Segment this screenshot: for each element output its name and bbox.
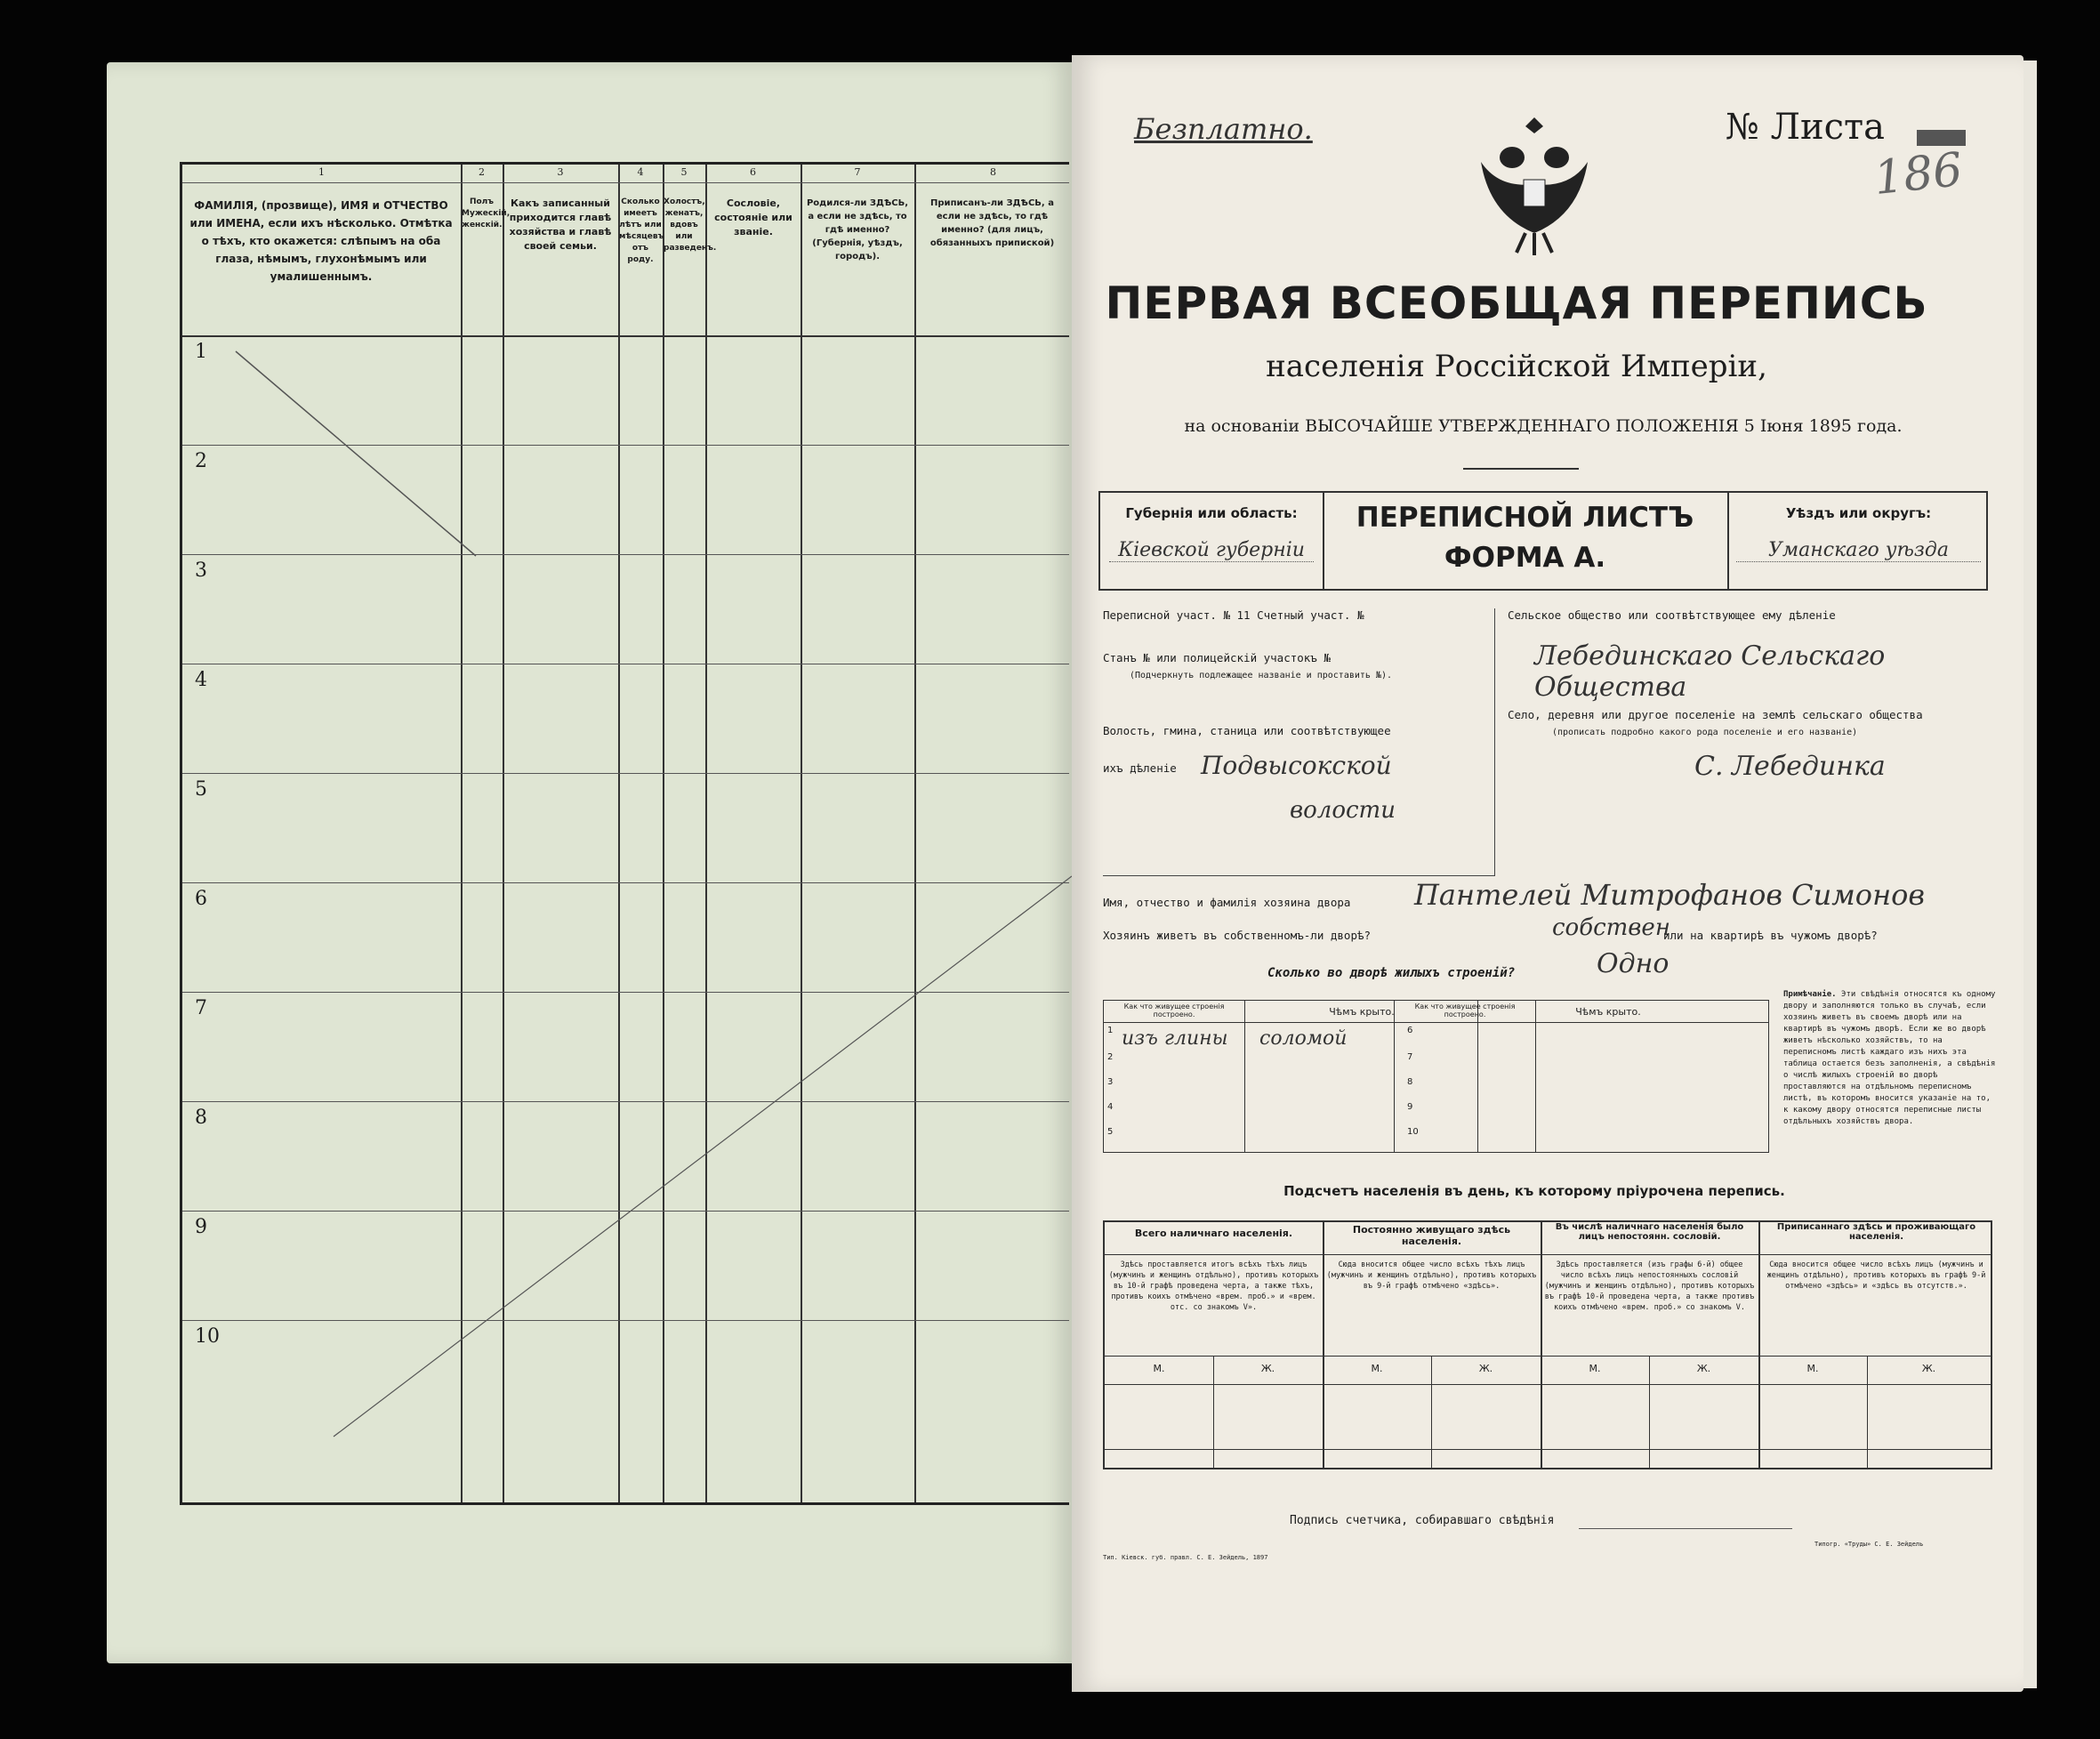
row-number: 9	[195, 1216, 207, 1238]
col-divider	[1758, 1222, 1760, 1468]
col-number: 3	[557, 166, 564, 178]
row-number: 2	[195, 450, 207, 472]
owner-value: Пантелей Митрофанов Симонов	[1414, 878, 1926, 912]
gubernia-label: Губернія или область:	[1125, 505, 1298, 521]
pencil-strike-lines	[182, 165, 1072, 1508]
sheet-number-label: № Листа	[1726, 107, 1885, 148]
building-row-number: 9	[1407, 1102, 1413, 1112]
row-number: 6	[195, 888, 207, 910]
female-label: Ж.	[1921, 1363, 1936, 1374]
owner-label: Имя, отчество и фамилія хозяина двора	[1103, 896, 1351, 909]
count-header: Въ числѣ наличнаго населенія было лицъ непостоянн. сословій.	[1555, 1222, 1744, 1242]
volost-label: Волость, гмина, станица или соотвѣтствующее	[1103, 724, 1391, 737]
col-header-estate: Сословіе, состояніе или званіе.	[714, 197, 793, 238]
count-note: Здѣсь проставляется итогъ всѣхъ тѣхъ лицъ (мужчинъ и женщинъ отдѣльно), противъ которыхъ въ 10-й графѣ проведена черта, а также тѣхъ, противъ коихъ отмѣчено «врем. проб.» и «врем. отс. со знакомъ V».	[1108, 1260, 1319, 1312]
col-header-sex: Полъ Мужескій, женскій.	[462, 197, 511, 229]
left-page	[107, 62, 1072, 1663]
sheet-type: ПЕРЕПИСНОЙ ЛИСТЪ	[1356, 502, 1694, 534]
count-note: Сюда вносится общее число всѣхъ лицъ (мужчинъ и женщинъ отдѣльно), противъ которыхъ въ графѣ 9-й отмѣчено «здѣсь» и «здѣсь въ отсутств.».	[1766, 1260, 1986, 1291]
stan-line: Станъ № или полицейскій участокъ №	[1103, 651, 1331, 664]
building-row-number: 8	[1407, 1077, 1413, 1087]
col-header-birthplace: Родился-ли ЗДѢСЬ, а если не здѣсь, то гдѣ именно? (Губернія, уѣздъ, городъ).	[806, 198, 909, 262]
location-info-block	[1103, 608, 1495, 876]
col-number: 7	[854, 166, 861, 178]
building-row-number: 4	[1107, 1102, 1114, 1112]
row-line	[1105, 1384, 1991, 1385]
building-row-number: 2	[1107, 1052, 1114, 1062]
col-divider	[1535, 1001, 1536, 1152]
col-header-relation: Какъ записанный приходится главѣ хозяйства и главѣ своей семьи.	[509, 197, 612, 252]
census-title: ПЕРВАЯ ВСЕОБЩАЯ ПЕРЕПИСЬ	[1105, 278, 1928, 329]
count-header: Постоянно живущаго здѣсь населенія.	[1352, 1224, 1511, 1247]
count-note: Здѣсь проставляется (изъ графы 6-й) общее число всѣхъ лицъ непостоянныхъ сословій (мужчинъ и женщинъ отдѣльно), противъ которыхъ въ графѣ 10-й проведена черта, а также противъ коихъ отмѣчено «врем. проб.» со знакомъ V.	[1544, 1260, 1755, 1312]
printer-left: Тип. Кіевск. губ. правл. С. Е. Зейдель, 1897	[1103, 1554, 1268, 1561]
male-label: М.	[1153, 1363, 1165, 1374]
buildings-table-right	[1394, 1000, 1769, 1153]
col-number: 1	[318, 166, 325, 178]
volost-value: Подвысокской	[1201, 751, 1392, 780]
count-header: Приписаннаго здѣсь и проживающаго населенія.	[1776, 1222, 1976, 1242]
building-row-number: 5	[1107, 1127, 1114, 1137]
building-row-number: 10	[1407, 1127, 1419, 1137]
stan-note: (Подчеркнуть подлежащее названіе и проставить №).	[1130, 671, 1393, 680]
lives-label-2: или на квартирѣ въ чужомъ дворѣ?	[1663, 929, 1878, 942]
col-header-registration: Приписанъ-ли ЗДѢСЬ, а если не здѣсь, то гдѣ именно? (для лицъ, обязанныхъ припиской)	[929, 198, 1055, 248]
census-section: Переписной участ. № 11 Счетный участ. №	[1103, 608, 1364, 622]
col-number: 2	[479, 166, 485, 178]
buildings-col-header: Как что живущее строенія построено.	[1123, 1002, 1225, 1018]
building-row-number: 1	[1107, 1026, 1114, 1035]
count-header: Всего наличнаго населенія.	[1134, 1228, 1293, 1239]
female-label: Ж.	[1260, 1363, 1275, 1374]
row-line	[1105, 1356, 1991, 1357]
col-number: 6	[750, 166, 756, 178]
uezd-label: Уѣздъ или округъ:	[1785, 505, 1932, 521]
row-number: 5	[195, 778, 207, 801]
col-divider	[1244, 1001, 1245, 1152]
male-label: М.	[1806, 1363, 1819, 1374]
col-divider	[1541, 1222, 1542, 1468]
right-page	[1072, 55, 2024, 1692]
society-info-block	[1508, 608, 1997, 875]
buildings-col-header: Чѣмъ крыто.	[1575, 1006, 1641, 1018]
building-row-number: 3	[1107, 1077, 1114, 1087]
village-note: (прописать подробно какого рода поселеніе и его названіе)	[1552, 728, 1858, 737]
lives-value: собствен	[1552, 914, 1670, 941]
form-header-box	[1098, 491, 1988, 591]
col-number: 5	[680, 166, 688, 178]
gubernia-value: Кіевской губерніи	[1109, 539, 1314, 562]
buildings-label: Сколько во дворѣ жилыхъ строеній?	[1267, 966, 1516, 980]
building-1-roof: соломой	[1259, 1027, 1348, 1050]
village-label: Село, деревня или другое поселеніе на землѣ сельскаго общества	[1508, 708, 1923, 721]
col-number: 4	[637, 166, 644, 178]
female-label: Ж.	[1696, 1363, 1711, 1374]
row-line	[1105, 1449, 1991, 1450]
col-header-name: ФАМИЛІЯ, (прозвище), ИМЯ и ОТЧЕСТВО или ИМЕНА, если ихъ нѣсколько. Отмѣтка о тѣхъ, кто окажется: слѣпымъ на оба глаза, нѣмымъ, глухонѣмымъ или умалишеннымъ.	[189, 199, 453, 283]
row-number: 10	[195, 1325, 220, 1348]
buildings-value: Одно	[1597, 948, 1670, 979]
count-note: Сюда вносится общее число всѣхъ тѣхъ лицъ (мужчинъ и женщинъ отдѣльно), противъ которыхъ въ 9-й графѣ отмѣчено «здѣсь».	[1326, 1260, 1537, 1291]
lives-label: Хозяинъ живетъ въ собственномъ-ли дворѣ?	[1103, 929, 1372, 942]
male-label: М.	[1589, 1363, 1601, 1374]
buildings-col-header: Как что живущее строенія построено.	[1414, 1002, 1516, 1018]
census-subtitle: населенія Россійской Имперіи,	[1266, 349, 1767, 384]
row-line	[1105, 1254, 1991, 1255]
building-row-number: 7	[1407, 1052, 1413, 1062]
left-page-table	[180, 162, 1069, 1505]
col-number: 8	[990, 166, 996, 178]
double-headed-eagle-icon	[1472, 109, 1597, 255]
row-number: 8	[195, 1107, 207, 1129]
buildings-col-header: Чѣмъ крыто.	[1329, 1006, 1395, 1018]
buildings-note	[1783, 989, 1997, 1128]
note-title: Примѣчаніе.	[1783, 990, 1837, 999]
col-header-marital: Холостъ, женатъ, вдовъ или разведенъ.	[664, 197, 717, 253]
row-number: 3	[195, 560, 207, 582]
free-label: Безплатно.	[1134, 112, 1313, 146]
volost-label-2: ихъ дѣленіе	[1103, 761, 1177, 775]
sheet-number-value: 186	[1871, 142, 1966, 206]
male-label: М.	[1371, 1363, 1383, 1374]
note-text: Эти свѣдѣнія относятся къ одному двору и заполняются только въ случаѣ, если хозяинъ живетъ въ своемъ дворѣ или на квартирѣ въ чужомъ дворѣ. Если же во дворѣ живетъ нѣсколько хозяйствъ, то на переписномъ листѣ каждаго изъ нихъ эта таблица остается безъ заполненія, а свѣдѣнія о числѣ жилыхъ строеній во дворѣ проставляются на отдѣльномъ переписномъ листѣ, въ которомъ вносится указаніе на то, к какому двору относятся переписные листы отдѣльныхъ хозяйствъ двора.	[1783, 990, 1996, 1126]
form-box-divider	[1727, 493, 1729, 589]
building-row-number: 6	[1407, 1026, 1413, 1035]
row-number: 4	[195, 669, 207, 691]
society-value: Лебединскаго Сельскаго Общества	[1534, 640, 1886, 703]
signature-label: Подпись счетчика, собиравшаго свѣдѣнія	[1290, 1514, 1555, 1527]
signature-line	[1579, 1528, 1792, 1529]
printer-right: Типогр. «Труды» С. Е. Зейдель	[1814, 1541, 1924, 1548]
row-line	[1395, 1022, 1768, 1023]
count-title: Подсчетъ населенія въ день, къ которому пріурочена перепись.	[1283, 1183, 1785, 1199]
volost-value-2: волости	[1290, 797, 1396, 824]
ornament-divider	[1463, 468, 1579, 470]
col-divider	[1323, 1222, 1324, 1468]
uezd-value: Уманскаго уѣзда	[1736, 539, 1981, 562]
census-basis: на основаніи ВЫСОЧАЙШЕ УТВЕРЖДЕННАГО ПОЛОЖЕНІЯ 5 Іюня 1895 года.	[1184, 416, 1903, 436]
female-label: Ж.	[1478, 1363, 1493, 1374]
col-header-age: Сколько имеетъ лѣтъ или мѣсяцевъ отъ роду.	[619, 197, 664, 264]
form-label: ФОРМА А.	[1444, 542, 1606, 574]
society-label: Сельское общество или соотвѣтствующее ему дѣленіе	[1508, 608, 1836, 622]
row-number: 7	[195, 997, 207, 1019]
village-value: С. Лебединка	[1694, 751, 1886, 782]
row-number: 1	[195, 341, 207, 363]
population-count-table	[1103, 1220, 1992, 1469]
building-1-material: изъ глины	[1122, 1027, 1228, 1050]
